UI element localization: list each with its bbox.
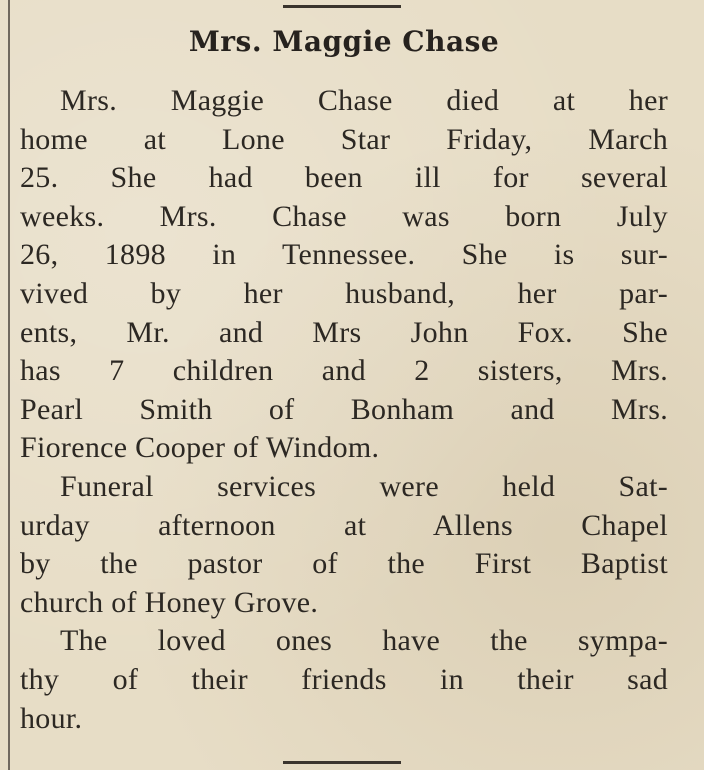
- text-line: Pearl Smith of Bonham and Mrs.: [20, 392, 668, 426]
- text-line: home at Lone Star Friday, March: [20, 122, 668, 156]
- column-divider: [8, 0, 10, 770]
- bottom-rule: [283, 761, 401, 764]
- paragraph-2: [20, 468, 668, 622]
- headline: Mrs. Maggie Chase: [188, 25, 500, 58]
- top-rule: [283, 5, 401, 8]
- text-line: 26, 1898 in Tennessee. She is sur-: [20, 238, 668, 272]
- text-line: thy of their friends in their sad: [20, 662, 668, 696]
- obituary-article: [20, 22, 668, 738]
- text-line: The loved ones have the sympa-: [60, 624, 668, 658]
- text-line: by the pastor of the First Baptist: [20, 547, 668, 581]
- paragraph-3: [20, 622, 668, 738]
- text-line: Mrs. Maggie Chase died at her: [60, 84, 668, 117]
- text-line: Funeral services were held Sat-: [60, 469, 668, 503]
- paragraph-1: [20, 82, 668, 468]
- text-line: weeks. Mrs. Chase was born July: [20, 199, 668, 233]
- text-line: ents, Mr. and Mrs John Fox. She: [20, 315, 668, 349]
- text-line: urday afternoon at Allens Chapel: [20, 508, 668, 542]
- text-line: church of Honey Grove.: [20, 585, 319, 619]
- text-line: hour.: [20, 701, 83, 735]
- text-line: Fiorence Cooper of Windom.: [20, 431, 380, 465]
- text-line: has 7 children and 2 sisters, Mrs.: [20, 354, 668, 388]
- text-line: 25. She had been ill for several: [20, 161, 668, 195]
- text-line: vived by her husband, her par-: [20, 276, 668, 310]
